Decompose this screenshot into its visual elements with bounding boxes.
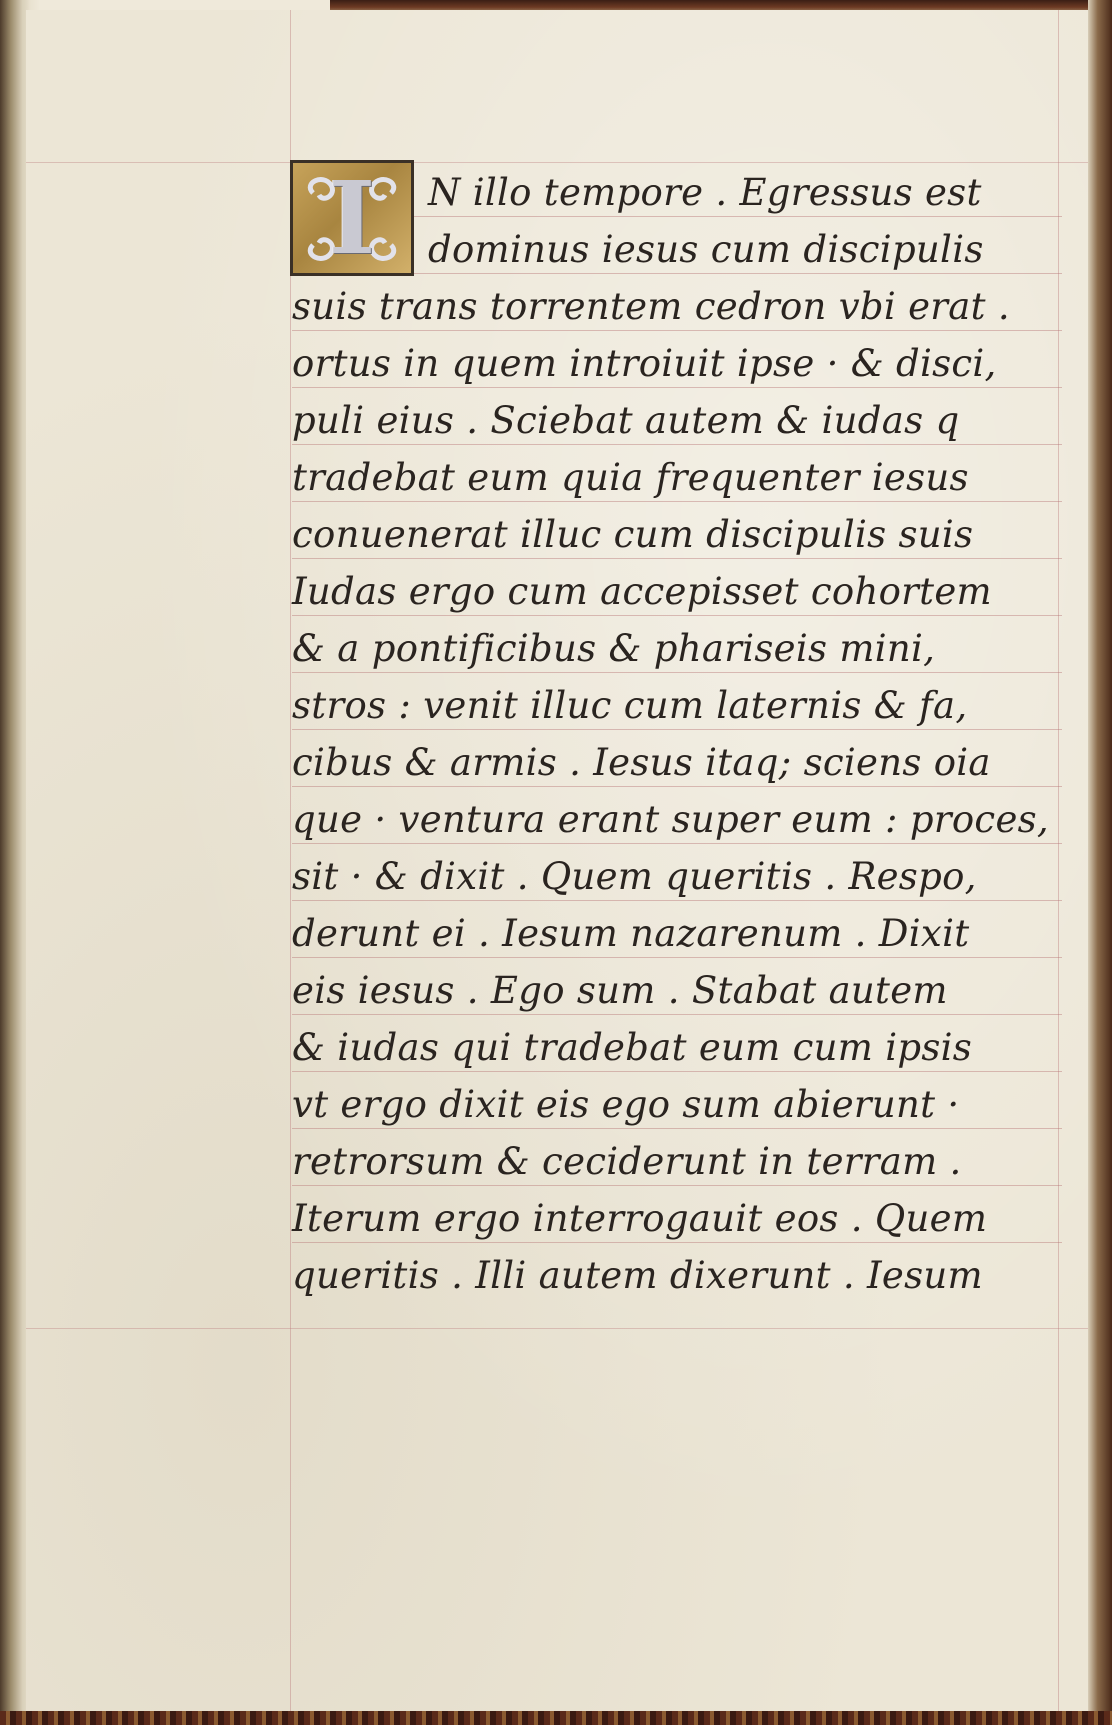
text-line: conuenerat illuc cum discipulis suis	[292, 513, 974, 556]
text-line: dominus iesus cum discipulis	[428, 228, 984, 271]
text-line: & a pontificibus & phariseis mini,	[292, 627, 936, 670]
text-line: suis trans torrentem cedron vbi erat .	[292, 285, 1010, 328]
text-line: queritis . Illi autem dixerunt . Iesum	[292, 1254, 983, 1297]
text-line: tradebat eum quia frequenter iesus	[292, 456, 969, 499]
text-line: eis iesus . Ego sum . Stabat autem	[292, 969, 948, 1012]
text-line: que · ventura erant super eum : proces,	[292, 798, 1049, 841]
text-line: vt ergo dixit eis ego sum abierunt ·	[292, 1083, 960, 1126]
text-line: ortus in quem introiuit ipse · & disci,	[292, 342, 997, 385]
text-line: cibus & armis . Iesus itaq; sciens oia	[292, 741, 991, 784]
page-edge-right	[1088, 0, 1112, 1725]
text-line: stros : venit illuc cum laternis & fa,	[292, 684, 968, 727]
text-line: Iterum ergo interrogauit eos . Quem	[292, 1197, 988, 1240]
text-block	[292, 160, 1062, 1330]
initial-letter: I	[328, 159, 376, 277]
text-line: derunt ei . Iesum nazarenum . Dixit	[292, 912, 970, 955]
bottom-binding-edge	[0, 1711, 1112, 1725]
text-line: & iudas qui tradebat eum cum ipsis	[292, 1026, 973, 1069]
text-line: sit · & dixit . Quem queritis . Respo,	[292, 855, 977, 898]
text-line: Iudas ergo cum accepisset cohortem	[292, 570, 992, 613]
illuminated-initial	[290, 160, 414, 276]
text-line: retrorsum & ceciderunt in terram .	[292, 1140, 962, 1183]
text-line: N illo tempore . Egressus est	[428, 171, 982, 214]
text-line: puli eius . Sciebat autem & iudas q	[292, 399, 960, 442]
